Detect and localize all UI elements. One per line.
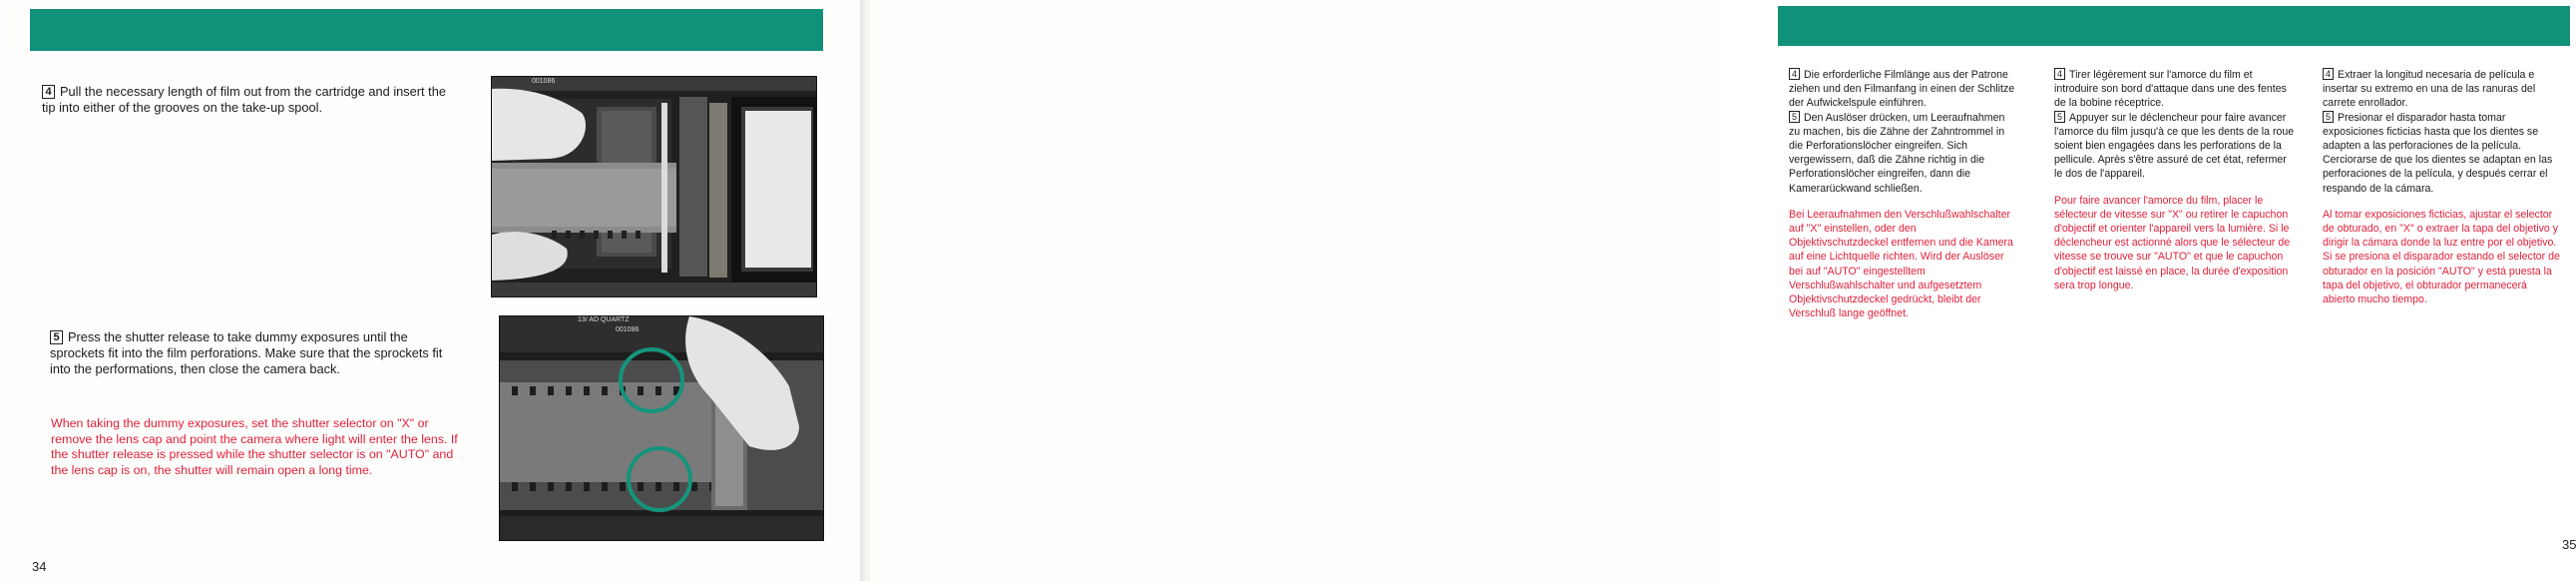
film-counter-label-2: 001086 (616, 326, 640, 333)
german-column (1789, 68, 2016, 320)
step-5-text: Press the shutter release to take dummy exposures until the sprockets fit into the film perforations. Make sure that the sprockets fit into the performations, then close the camera back. (50, 329, 443, 376)
german-step-4 (1789, 68, 2016, 111)
film-insertion-illustration (492, 77, 816, 296)
german-step-4-number: 4 (1789, 68, 1800, 80)
sprocket-engagement-illustration (500, 316, 823, 540)
german-step-5-text: Den Auslöser drücken, um Leeraufnahmen zu machen, bis die Zähne der Zahntrommel in die Perforationslöcher eingreifen. Sich vergewissern, daß die Zähne richtig in die Perforationslöcher eingreifen, dann die Kamerarückwand schließen. (1789, 111, 2005, 195)
film-insertion-photo (491, 76, 817, 297)
french-step-5 (2054, 111, 2296, 182)
film-counter-label: 001086 (532, 78, 556, 85)
spanish-column (2323, 68, 2560, 306)
french-column (2054, 68, 2296, 292)
french-step-4 (2054, 68, 2296, 111)
german-step-5 (1789, 111, 2016, 196)
header-band-right (1778, 6, 2570, 46)
step-4-number: 4 (42, 85, 55, 99)
german-step-4-text: Die erforderliche Filmlänge aus der Patrone ziehen und den Filmanfang in einen der Schlitze der Aufwickelspule einführen. (1789, 69, 2015, 110)
step-5-number: 5 (50, 330, 63, 344)
spanish-step-4 (2323, 68, 2560, 111)
french-step-5-text: Appuyer sur le déclencheur pour faire avancer l'amorce du film jusqu'à ce que les dents de la roue soient bien engagées dans les perforations de la pellicule. Après s'être assuré de cet état, refermer le dos de l'appareil. (2054, 111, 2295, 181)
spanish-step-4-text: Extraer la longitud necesaria de película e insertar su extremo en una de las ranuras del carrete enrollador. (2323, 69, 2536, 110)
step-4-instruction (42, 84, 451, 116)
spanish-step-4-number: 4 (2323, 68, 2334, 80)
left-page (0, 0, 864, 581)
page-number-left: 34 (32, 559, 47, 574)
camera-model-label: 13/ AD QUARTZ (578, 316, 630, 323)
step-5-instruction (50, 329, 459, 377)
sprocket-engagement-photo (499, 315, 824, 541)
french-step-4-text: Tirer légèrement sur l'amorce du film et introduire son bord d'attaque dans une des fentes de la bobine réceptrice. (2054, 69, 2287, 110)
spanish-step-5-number: 5 (2323, 111, 2334, 123)
spanish-note: Al tomar exposiciones ficticias, ajustar el selector de obturado, en "X" o extraer la tapa del objetivo y dirigir la cámara donde la luz entre por el objetivo. Si se presiona el disparador estando el selector de obturador en la posición "AUTO" y está puesta la tapa del objetivo, el obturador permanecerá abierto mucho tiempo. (2323, 208, 2560, 306)
spanish-step-5 (2323, 111, 2560, 196)
french-note: Pour faire avancer l'amorce du film, placer le sélecteur de vitesse sur "X" ou retirer le capuchon d'objectif et orienter l'appareil vers la lumière. Si le déclencheur est actionné alors que le sélecteur de vitesse se trouve sur "AUTO" et que le capuchon d'objectif est laissé en place, la durée d'exposition sera trop longue. (2054, 194, 2291, 291)
right-page (870, 0, 2576, 581)
french-step-4-number: 4 (2054, 68, 2065, 80)
page-number-right: 35 (2562, 537, 2576, 552)
spanish-step-5-text: Presionar el disparador hasta tomar exposiciones ficticias hasta que los dientes se adapten a las perforaciones de la película. Cerciorarse de que los dientes se adaptan en las perforaciones de la película, y después cerrar el respando de la cámara. (2323, 111, 2553, 195)
german-step-5-number: 5 (1789, 111, 1800, 123)
header-band-left (30, 9, 823, 51)
french-step-5-number: 5 (2054, 111, 2065, 123)
dummy-exposure-note: When taking the dummy exposures, set the shutter selector on "X" or remove the lens cap and point the camera where light will enter the lens. If the shutter release is pressed while the shutter selector is on "AUTO" and the lens cap is on, the shutter will remain open a long time. (51, 416, 458, 477)
step-4-text: Pull the necessary length of film out from the cartridge and insert the tip into either of the grooves on the take-up spool. (42, 84, 446, 115)
german-note: Bei Leeraufnahmen den Verschlußwahlschalter auf "X" einstellen, oder den Objektivschutzdeckel entfernen und die Kamera auf eine Lichtquelle richten. Wird der Auslöser bei auf "AUTO" eingestelltem Verschlußwahlschalter und aufgesetztem Objektivschutzdeckel gedrückt, bleibt der Verschluß lange geöffnet. (1789, 208, 2013, 320)
